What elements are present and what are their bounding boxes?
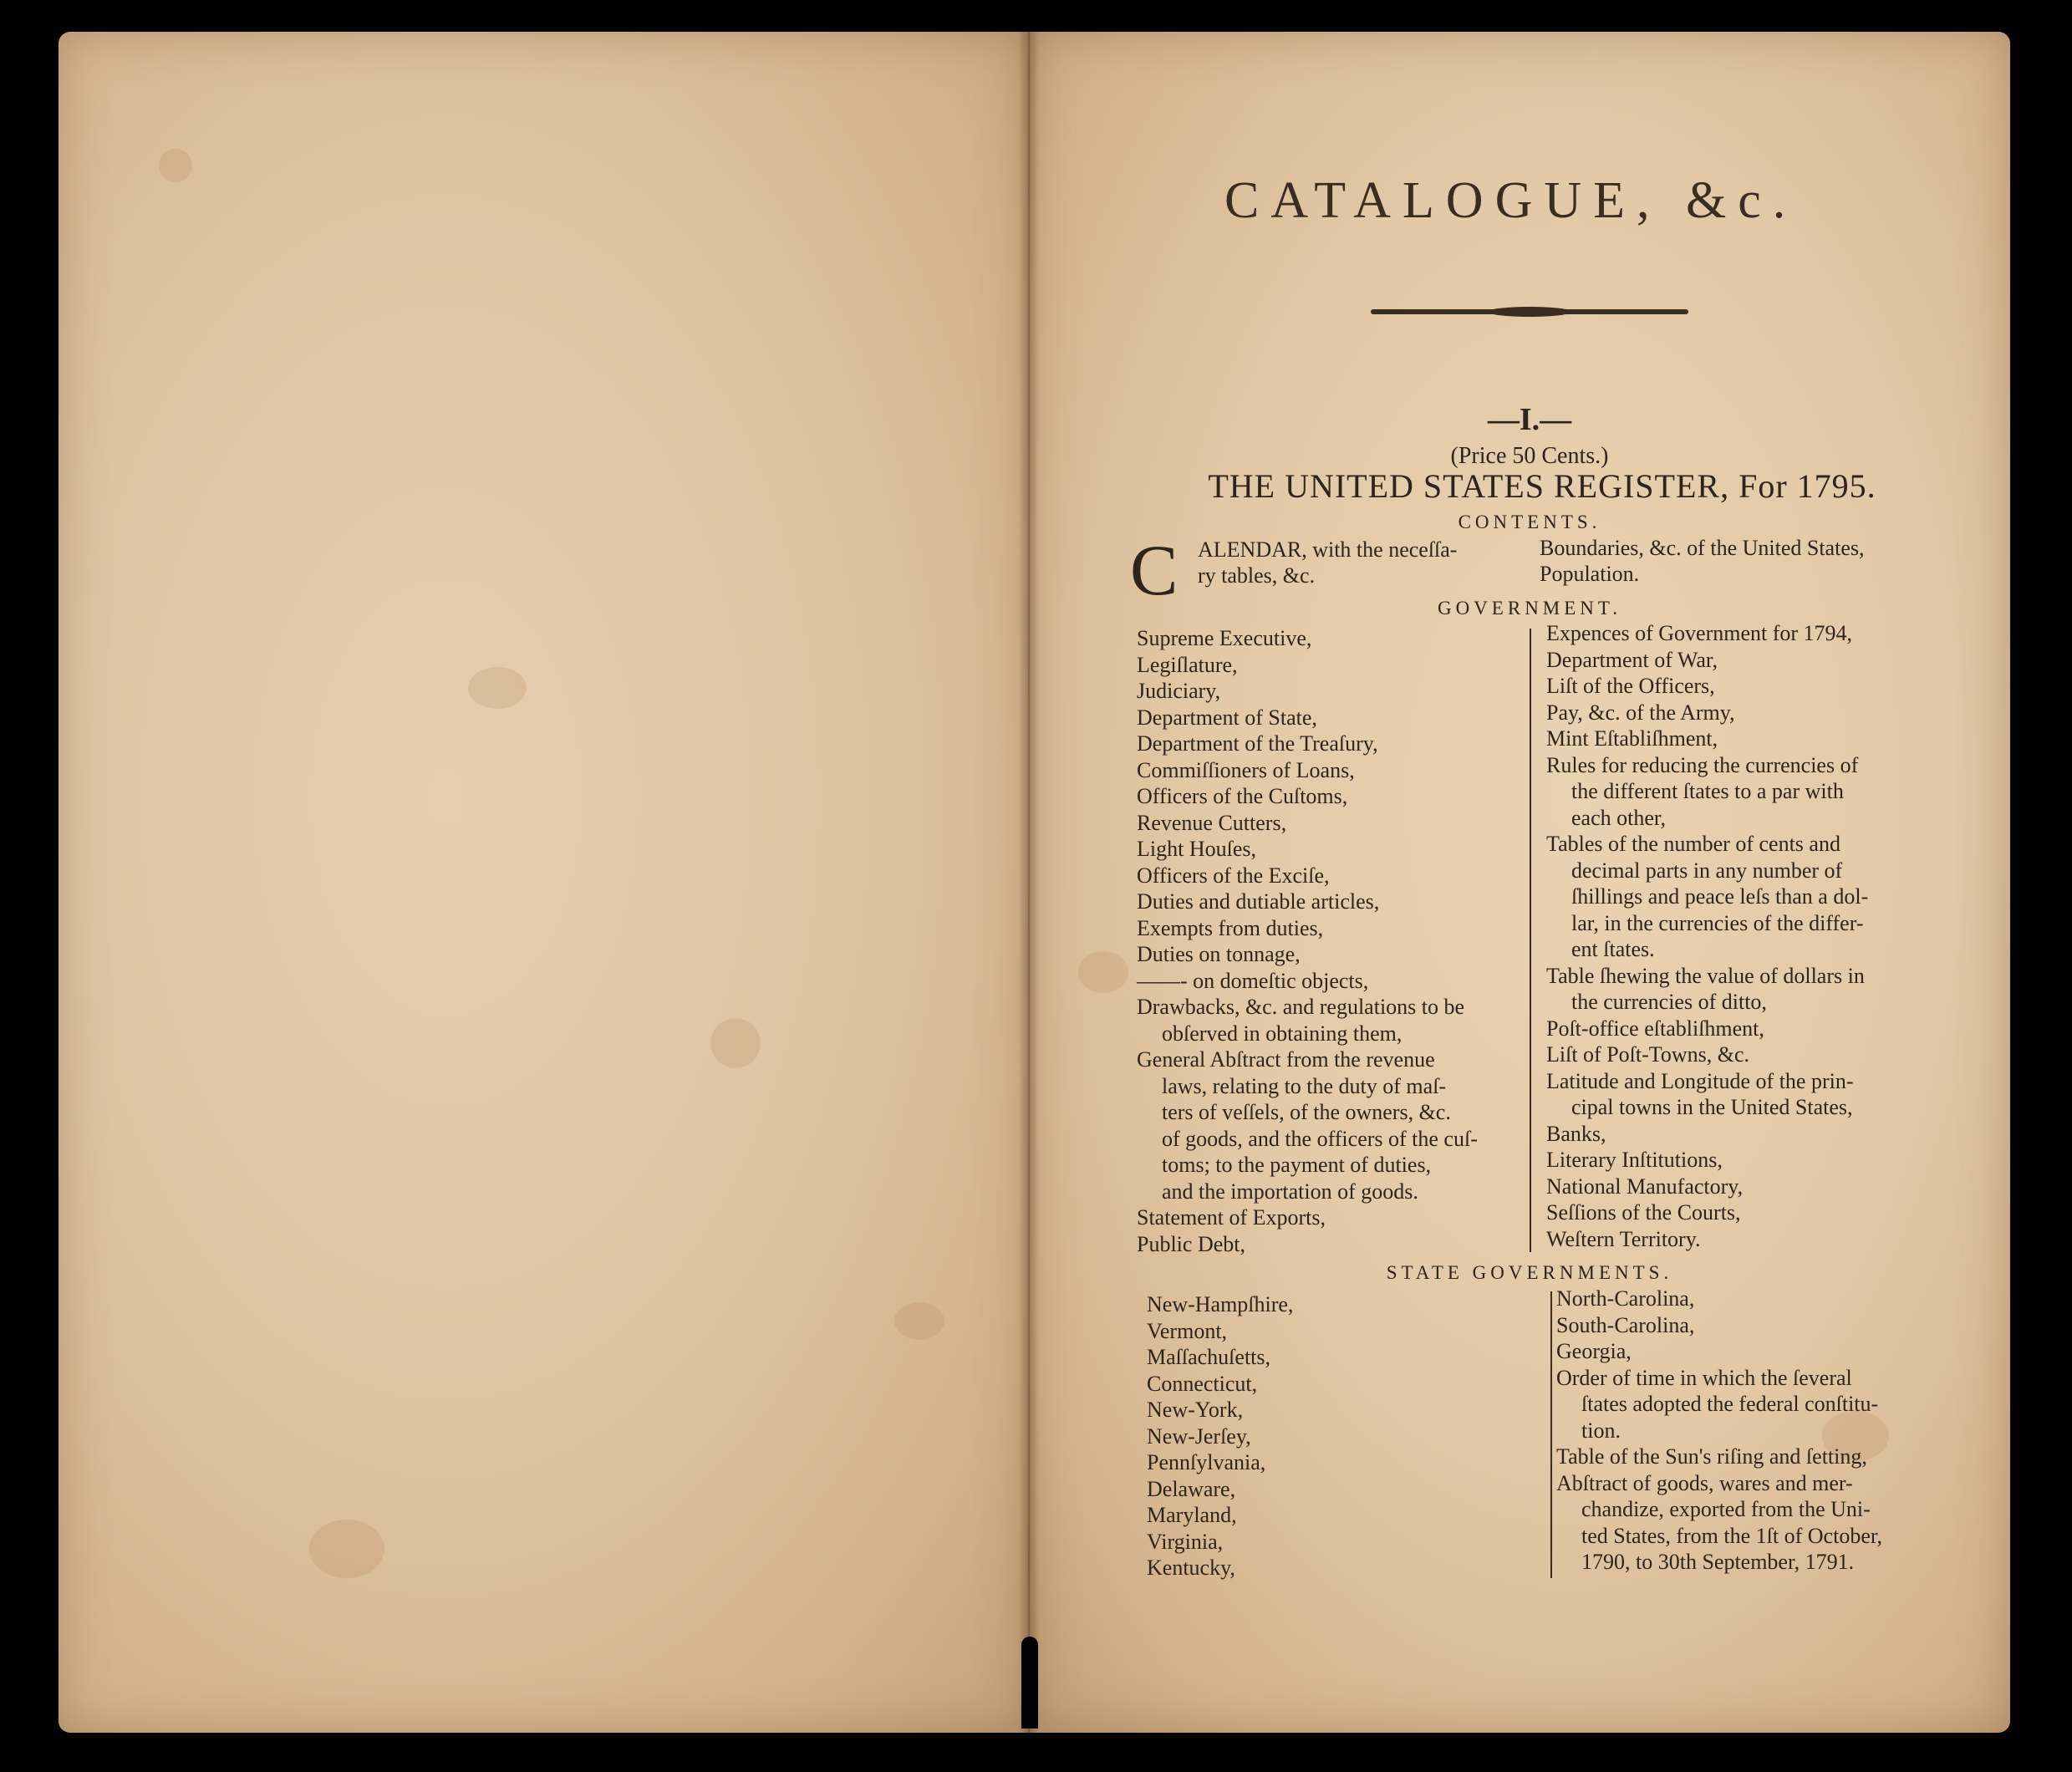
list-item: Literary Inſtitutions, (1546, 1148, 1723, 1172)
list-item: ent ſtates. (1571, 937, 1655, 961)
column-divider (1530, 629, 1531, 1252)
title-ornament-rule (1371, 309, 1688, 314)
list-item: Drawbacks, &c. and regulations to be (1137, 995, 1465, 1019)
list-item: New-York, (1147, 1398, 1244, 1422)
intro-right (1540, 535, 1864, 587)
intro-left-line: ry tables, &c. (1198, 563, 1316, 588)
government-left-list (1137, 625, 1478, 1257)
list-item: ters of veſſels, of the owners, &c. (1162, 1100, 1451, 1124)
list-item: obſerved in obtaining them, (1162, 1021, 1403, 1046)
entry-book-title: THE UNITED STATES REGISTER, For 1795. (1208, 467, 1876, 505)
list-item: chandize, exported from the Uni- (1581, 1497, 1871, 1521)
intro-left-line: ALENDAR, with the neceſſa- (1198, 537, 1458, 562)
list-item: Pay, &c. of the Army, (1546, 700, 1735, 725)
state-left-list (1147, 1291, 1293, 1581)
list-item: Duties on tonnage, (1137, 942, 1301, 966)
list-item: 1790, to 30th September, 1791. (1581, 1550, 1855, 1574)
list-item: toms; to the payment of duties, (1162, 1153, 1432, 1177)
intro-right-line: Population. (1540, 562, 1640, 586)
list-item: tion. (1581, 1418, 1621, 1443)
column-divider (1550, 1291, 1552, 1578)
intro-right-line: Boundaries, &c. of the United States, (1540, 536, 1865, 560)
list-item: Light Houſes, (1137, 837, 1256, 861)
list-item: Georgia, (1556, 1339, 1632, 1363)
state-right-list (1556, 1286, 1882, 1576)
list-item: Order of time in which the ſeveral (1556, 1365, 1852, 1390)
government-right-list (1546, 620, 1868, 1252)
left-page (59, 32, 1028, 1733)
list-item: of goods, and the officers of the cuſ- (1162, 1126, 1478, 1151)
contents-heading: CONTENTS. (1458, 512, 1601, 532)
list-item: laws, relating to the duty of maſ- (1162, 1073, 1447, 1098)
list-item: Delaware, (1147, 1476, 1236, 1501)
list-item: Duties and dutiable articles, (1137, 889, 1380, 914)
binding-notch (1021, 1637, 1038, 1729)
list-item: Public Debt, (1137, 1231, 1245, 1256)
list-item: Abſtract of goods, wares and mer- (1556, 1470, 1853, 1495)
list-item: Tables of the number of cents and (1546, 832, 1840, 856)
list-item: Kentucky, (1147, 1556, 1235, 1580)
list-item: Liſt of the Officers, (1546, 674, 1715, 698)
list-item: the different ſtates to a par with (1571, 779, 1844, 803)
entry-number: —I.— (1487, 402, 1572, 437)
list-item: Revenue Cutters, (1137, 810, 1287, 835)
list-item: Department of the Treaſury, (1137, 731, 1378, 756)
list-item: Virginia, (1147, 1529, 1224, 1554)
government-heading: GOVERNMENT. (1437, 598, 1622, 619)
list-item: Seſſions of the Courts, (1546, 1200, 1741, 1225)
list-item: and the importation of goods. (1162, 1179, 1418, 1204)
list-item: Department of State, (1137, 705, 1317, 730)
list-item: Poſt-office eſtabliſhment, (1546, 1016, 1764, 1041)
list-item: Latitude and Longitude of the prin- (1546, 1068, 1854, 1093)
list-item: each other, (1571, 805, 1667, 830)
list-item: National Manufactory, (1546, 1174, 1744, 1199)
list-item: Table of the Sun's riſing and ſetting, (1556, 1444, 1867, 1469)
list-item: cipal towns in the United States, (1571, 1095, 1853, 1119)
state-governments-heading: STATE GOVERNMENTS. (1386, 1262, 1673, 1283)
list-item: Connecticut, (1147, 1371, 1258, 1396)
list-item: Table ſhewing the value of dollars in (1546, 963, 1865, 988)
list-item: Legiſlature, (1137, 652, 1238, 677)
list-item: Pennſylvania, (1147, 1450, 1266, 1474)
list-item: Supreme Executive, (1137, 626, 1312, 650)
list-item: Commiſſioners of Loans, (1137, 757, 1355, 782)
list-item: decimal parts in any number of (1571, 858, 1843, 883)
list-item: New-Jerſey, (1147, 1423, 1251, 1449)
entry-price: (Price 50 Cents.) (1450, 443, 1609, 469)
list-item: Rules for reducing the currencies of (1546, 752, 1859, 777)
list-item: Officers of the Cuſtoms, (1137, 784, 1348, 808)
list-item: Maryland, (1147, 1503, 1237, 1527)
list-item: Banks, (1546, 1121, 1606, 1146)
list-item: Vermont, (1147, 1318, 1228, 1343)
list-item: lar, in the currencies of the differ- (1571, 910, 1864, 935)
list-item: Expences of Government for 1794, (1546, 621, 1853, 645)
list-item: ted States, from the 1ſt of October, (1581, 1523, 1882, 1548)
list-item: North-Carolina, (1556, 1286, 1695, 1311)
list-item: Maſſachuſetts, (1147, 1345, 1271, 1369)
list-item: Officers of the Exciſe, (1137, 863, 1330, 888)
list-item: New-Hampſhire, (1147, 1292, 1294, 1316)
intro-left (1198, 537, 1457, 588)
page-title: CATALOGUE, &c. (1224, 172, 1798, 229)
list-item: General Abſtract from the revenue (1137, 1047, 1435, 1072)
list-item: Liſt of Poſt-Towns, &c. (1546, 1042, 1750, 1067)
list-item: the currencies of ditto, (1571, 990, 1767, 1014)
list-item: Department of War, (1546, 647, 1718, 672)
list-item: Mint Eſtabliſhment, (1546, 726, 1718, 751)
list-item: Exempts from duties, (1137, 915, 1324, 940)
list-item: Weſtern Territory. (1546, 1226, 1701, 1251)
list-item: ſtates adopted the federal conſtitu- (1581, 1392, 1879, 1416)
list-item: Statement of Exports, (1137, 1205, 1326, 1230)
book-gutter (1018, 32, 1040, 1733)
list-item: ——- on domeſtic objects, (1137, 968, 1369, 993)
list-item: South-Carolina, (1556, 1312, 1695, 1337)
list-item: ſhillings and peace leſs than a dol- (1571, 884, 1869, 909)
list-item: Judiciary, (1137, 679, 1221, 703)
drop-cap: C (1130, 530, 1179, 610)
